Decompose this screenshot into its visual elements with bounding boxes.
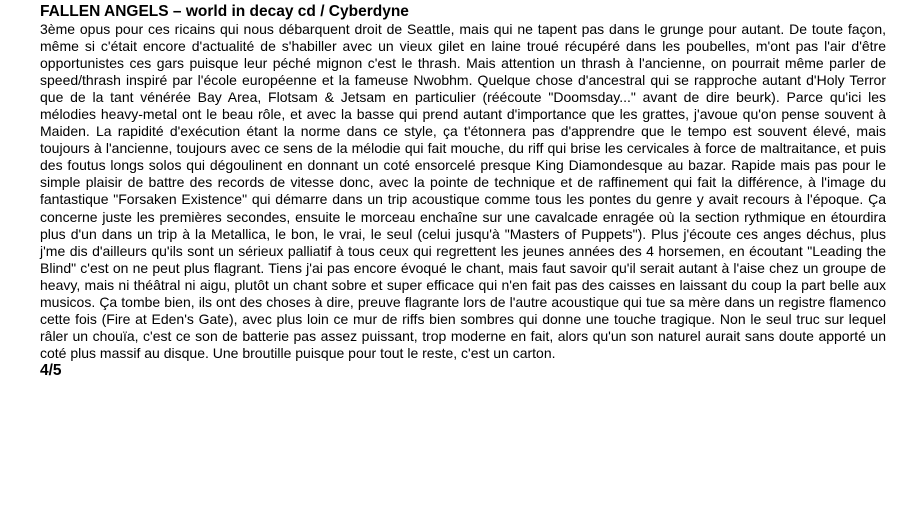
review-title: FALLEN ANGELS – world in decay cd / Cyberdyne xyxy=(40,3,409,20)
review-body: 3ème opus pour ces ricains qui nous débarquent droit de Seattle, mais qui ne tapent pas dans le grunge pour autant. De toute façon, même si c'était encore d'actualité de s'habiller avec un vieux gilet en laine troué récupéré dans les poubelles, m'ont pas l'air d'être opportunistes ces gars puisque leur péché mignon c'est le thrash. Mais attention un thrash à l'ancienne, on pourrait même parler de speed/thrash inspiré par l'école européenne et la fameuse Nwobhm. Quelque chose d'ancestral qui se rapproche autant d'Holy Terror que de la tant vénérée Bay Area, Flotsam & Jetsam en particulier (réécoute "Doomsday..." avant de dire beurk). Parce qu'ici les mélodies heavy-metal ont le beau rôle, et avec la basse qui prend autant d'importance que les grattes, j'avoue qu'on pense souvent à Maiden. La rapidité d'exécution étant la norme dans ce style, ça t'étonnera pas d'apprendre que le tempo est souvent élevé, mais toujours à l'ancienne, toujours avec ce sens de la mélodie qui fait mouche, du riff qui brise les cervicales à force de maltraitance, et puis des foutus longs solos qui dégoulinent en donnant un coté ensorcelé presque King Diamondesque au bazar. Rapide mais pas pour le simple plaisir de battre des records de vitesse donc, avec la pointe de technique et de raffinement qui fait la différence, à l'image du fantastique "Forsaken Existence" qui démarre dans un trip acoustique comme tous les pontes du genre y avait recours à l'époque. Ça concerne juste les premières secondes, ensuite le morceau enchaîne sur une cavalcade enragée où la section rythmique en étourdira plus d'un dans un trip à la Metallica, le bon, le vrai, le seul (celui jusqu'à "Masters of Puppets"). Plus j'écoute ces anges déchus, plus j'me dis d'ailleurs qu'ils sont un sérieux palliatif à tous ceux qui regrettent les jeunes années des 4 horsemen, en écoutant "Leading the Blind" c'est on ne peut plus flagrant. Tiens j'ai pas encore évoqué le chant, mais faut savoir qu'il serait autant à l'aise chez un groupe de heavy, mais ni théâtral ni aigu, plutôt un chant sobre et super efficace qui n'en fait pas des caisses en laissant du coup la part belle aux musicos. Ça tombe bien, ils ont des choses à dire, preuve flagrante lors de l'autre acoustique qui tue sa mère dans un registre flamenco cette fois (Fire at Eden's Gate), avec plus loin ce mur de riffs bien sombres qui donne une touche tragique. Non le seul truc sur lequel râler un chouïa, c'est ce son de batterie pas assez puissant, trop moderne en fait, alors qu'un son naturel aurait sans doute apporté un coté plus massif au disque. Une broutille puisque pour tout le reste, c'est un carton. xyxy=(40,21,886,361)
review-article xyxy=(40,3,886,380)
review-rating: 4/5 xyxy=(40,361,62,379)
